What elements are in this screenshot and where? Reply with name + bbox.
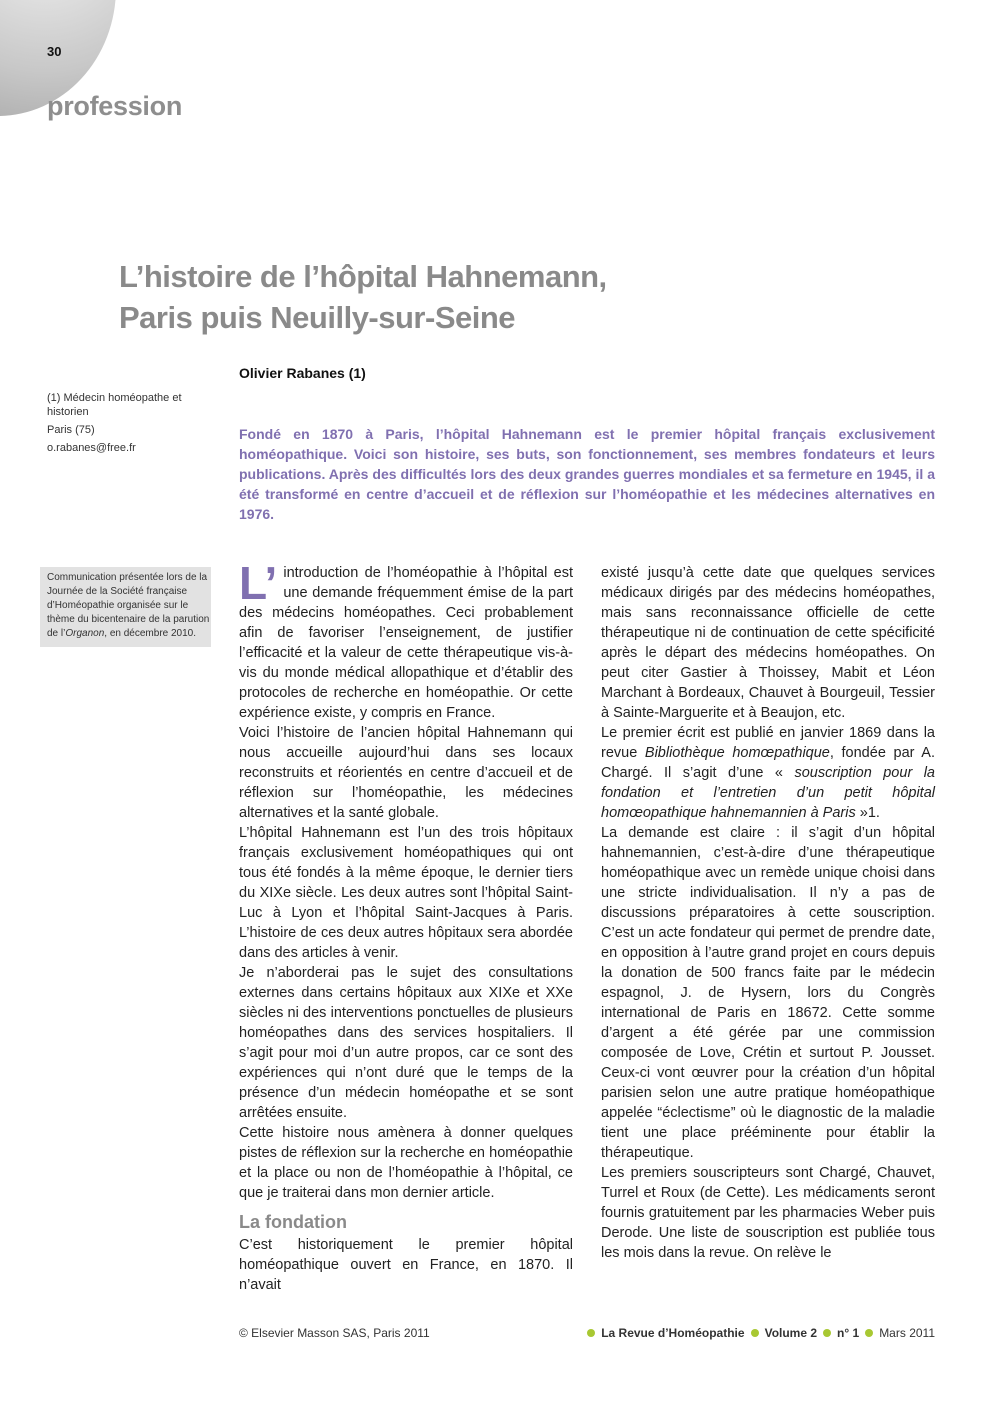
paragraph: Les premiers souscripteurs sont Chargé, Chauvet, Turrel et Roux (de Cette). Les médicaments seront fournis gratuitement par les pharmacies Weber puis Derode. Une liste de souscription est publiée tous les mois dans la revue. On relève le (601, 1165, 935, 1261)
paragraph: C’est historiquement le premier hôpital homéopathique ouvert en France, en 1870. Il n’avait (239, 1237, 573, 1293)
section-label: profession (47, 91, 183, 121)
abstract: Fondé en 1870 à Paris, l’hôpital Hahnemann est le premier hôpital français exclusivement homéopathique. Voici son histoire, ses buts, son fonctionnement, ses membres fondateurs et leurs publications. Après des difficultés lors des deux grandes guerres mondiales et sa fermeture en 1945, il a été transformé en centre d’accueil et de réflexion sur l’homéopathie et les médecines alternatives en 1976. (239, 426, 935, 522)
affiliation-city: Paris (75) (47, 424, 95, 436)
paragraph: L’hôpital Hahnemann est l’un des trois hôpitaux français exclusivement homéopathiques qui ont tous été fondés à la même époque, le dernier tiers du XIXe siècle. Les deux autres sont l’hôpital Saint-Luc à Lyon et l’hôpital Saint-Jacques à Paris. L’histoire de ces deux autres hôpitaux sera abordée dans des articles à venir. (239, 825, 573, 961)
journal-date: Mars 2011 (879, 1326, 935, 1340)
bullet-icon (587, 1329, 595, 1337)
paragraph: La demande est claire : il s’agit d’un hôpital hahnemannien, c’est-à-dire d’une thérapeutique homéopathique avec un remède unique choisi dans une stricte individualisation. Il n’y a pas de discussions préparatoires à cette souscription. C’est un acte fondateur qui permet de prendre date, en opposition à l’autre grand projet en cours depuis la donation de 500 francs faite par le médecin espagnol, J. de Hysern, lors du Congrès international de Paris en 18672. Cette somme d’argent a été gérée par une commission composée de Love, Crétin et surtout P. Jousset. Ceux-ci vont œuvrer pour la création d’un hôpital parisien selon une autre pratique homéopathique appelée “éclectisme” où le diagnostic de la maladie tient une place prééminente pour établir la thérapeutique. (601, 825, 935, 1161)
footer-copyright: © Elsevier Masson SAS, Paris 2011 (239, 1326, 430, 1340)
affiliation-role: (1) Médecin homéopathe et historien (47, 392, 182, 418)
paragraph: L’ introduction de l’homéopathie à l’hôpital est une demande fréquemment émise de la part des médecins homéopathes. Ceci probablement afin de favoriser l’enseignement, de justifier l’efficacité et la valeur de cette thérapeutique vis-à-vis du monde médical allopathique et d’établir des protocoles de recherche en homéopathie. Or cette expérience existe, y compris en France. (239, 557, 573, 721)
journal-volume: Volume 2 (764, 1326, 818, 1340)
body-column-2 (601, 563, 935, 1263)
affiliation (47, 391, 197, 459)
section-heading: La fondation (239, 1212, 347, 1232)
page-number: 30 (47, 44, 62, 59)
journal-issue: n° 1 (837, 1326, 860, 1340)
paragraph: Le premier écrit est publié en janvier 1869 dans la revue Bibliothèque homœpathique, fondée par A. Chargé. Il s’agit d’une « souscription pour la fondation et l’entretien d’un petit hôpital homœopathique hahnemannien à Paris »1. (601, 725, 935, 821)
bullet-icon (751, 1329, 759, 1337)
paragraph: Je n’aborderai pas le sujet des consultations externes dans certains hôpitaux aux XIXe et XXe siècles ni des interventions ponctuelles de plusieurs homéopathes dans des services hospitaliers. Il s’agit pour moi d’un autre propos, car ce sont des expériences qui n’ont duré que le temps de la présence d’un médecin homéopathe et se sont arrêtées ensuite. (239, 965, 573, 1121)
title-line-1: L’histoire de l’hôpital Hahnemann, (119, 259, 607, 294)
side-note: Communication présentée lors de la Journée de la Société française d’Homéopathie organisée sur le thème du bicentenaire de la parution de l’Organon, en décembre 2010. (40, 567, 211, 647)
affiliation-email: o.rabanes@free.fr (47, 442, 136, 454)
article-title (119, 256, 879, 338)
journal-name: La Revue d’Homéopathie (601, 1326, 745, 1340)
paragraph: existé jusqu’à cette date que quelques services médicaux dirigés par des médecins homéopathes, mais sans reconnaissance officielle de cette thérapeutique ni de continuation de cette spécificité après le départ des médecins homéopathes. On peut citer Gastier à Thoissey, Mabit et Léon Marchant à Bordeaux, Chauvet à Bourgeuil, Tessier à Sainte-Marguerite et à Beaujon, etc. (601, 565, 935, 721)
drop-cap: L’ (239, 557, 278, 609)
title-line-2: Paris puis Neuilly-sur-Seine (119, 300, 516, 335)
paragraph: Voici l’histoire de l’ancien hôpital Hahnemann qui nous accueille aujourd’hui dans ses locaux reconstruits et réorientés en centre d’accueil et de réflexion sur l’homéopathie, les médecines alternatives et la santé globale. (239, 725, 573, 821)
bullet-icon (823, 1329, 831, 1337)
footer-journal-info (585, 1326, 935, 1340)
author: Olivier Rabanes (1) (239, 365, 366, 381)
paragraph: Cette histoire nous amènera à donner quelques pistes de réflexion sur la recherche en homéopathie et la place ou non de l’homéopathie à l’hôpital, ce que je traiterai dans mon dernier article. (239, 1125, 573, 1201)
body-column-1 (239, 557, 573, 1295)
bullet-icon (865, 1329, 873, 1337)
